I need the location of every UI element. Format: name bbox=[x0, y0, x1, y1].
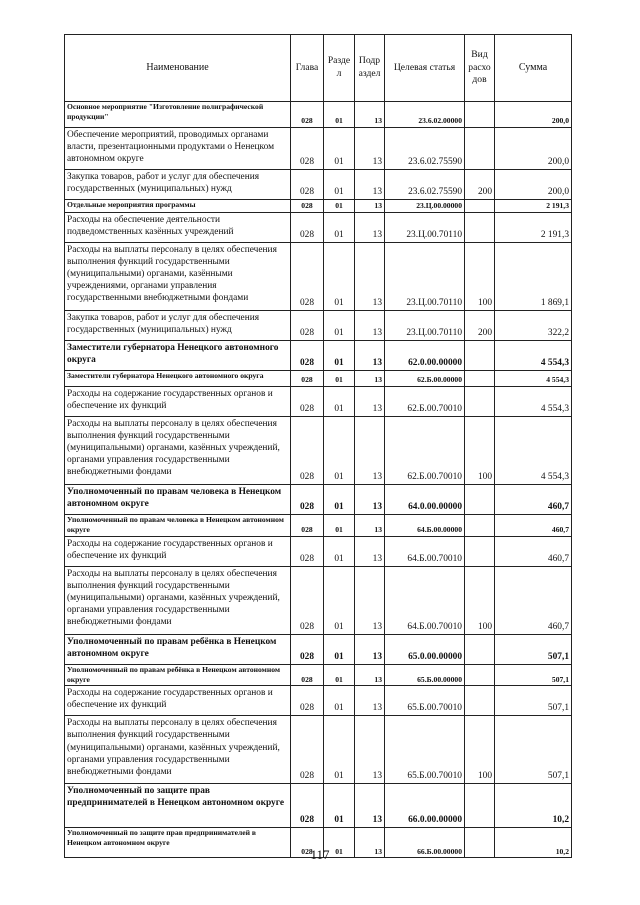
row-glava: 028 bbox=[291, 716, 324, 784]
row-razdel: 01 bbox=[324, 170, 355, 200]
row-vid: 100 bbox=[465, 716, 495, 784]
row-razdel: 01 bbox=[324, 485, 355, 515]
row-razdel: 01 bbox=[324, 371, 355, 387]
table-row bbox=[65, 536, 572, 566]
row-glava: 028 bbox=[291, 200, 324, 213]
row-summa: 10,2 bbox=[495, 784, 572, 828]
row-statya: 64.Б.00.70010 bbox=[385, 566, 465, 634]
row-summa: 1 869,1 bbox=[495, 243, 572, 311]
row-glava: 028 bbox=[291, 515, 324, 537]
row-statya: 64.Б.00.70010 bbox=[385, 536, 465, 566]
row-name: Закупка товаров, работ и услуг для обеспечения государственных (муниципальных) нужд bbox=[65, 170, 291, 200]
row-podrazdel: 13 bbox=[355, 485, 385, 515]
row-summa: 460,7 bbox=[495, 566, 572, 634]
row-vid: 200 bbox=[465, 311, 495, 341]
row-podrazdel: 13 bbox=[355, 128, 385, 170]
row-podrazdel: 13 bbox=[355, 311, 385, 341]
row-glava: 028 bbox=[291, 341, 324, 371]
row-glava: 028 bbox=[291, 387, 324, 417]
row-summa: 200,0 bbox=[495, 102, 572, 128]
row-vid bbox=[465, 341, 495, 371]
row-name: Расходы на обеспечение деятельности подведомственных казённых учреждений bbox=[65, 213, 291, 243]
page-number: 117 bbox=[310, 847, 330, 862]
row-vid bbox=[465, 536, 495, 566]
table-row bbox=[65, 243, 572, 311]
row-summa: 4 554,3 bbox=[495, 341, 572, 371]
header-razdel: Разде л bbox=[324, 35, 355, 102]
row-razdel: 01 bbox=[324, 213, 355, 243]
row-podrazdel: 13 bbox=[355, 828, 385, 858]
budget-table bbox=[64, 34, 572, 858]
table-row bbox=[65, 634, 572, 664]
row-summa: 460,7 bbox=[495, 485, 572, 515]
row-razdel: 01 bbox=[324, 311, 355, 341]
header-vid: Вид расхо дов bbox=[465, 35, 495, 102]
row-razdel: 01 bbox=[324, 200, 355, 213]
row-razdel: 01 bbox=[324, 716, 355, 784]
row-podrazdel: 13 bbox=[355, 341, 385, 371]
row-statya: 23.Ц.00.70110 bbox=[385, 213, 465, 243]
row-glava: 028 bbox=[291, 686, 324, 716]
table-body bbox=[65, 102, 572, 858]
row-vid bbox=[465, 102, 495, 128]
row-statya: 62.Б.00.70010 bbox=[385, 417, 465, 485]
row-name: Отдельные мероприятия программы bbox=[65, 200, 291, 213]
row-podrazdel: 13 bbox=[355, 170, 385, 200]
row-glava: 028 bbox=[291, 634, 324, 664]
row-name: Уполномоченный по правам ребёнка в Ненецком автономном округе bbox=[65, 664, 291, 686]
row-vid: 200 bbox=[465, 170, 495, 200]
row-name: Уполномоченный по правам человека в Ненецком автономном округе bbox=[65, 485, 291, 515]
row-podrazdel: 13 bbox=[355, 243, 385, 311]
row-statya: 62.Б.00.00000 bbox=[385, 371, 465, 387]
row-summa: 507,1 bbox=[495, 634, 572, 664]
row-vid bbox=[465, 200, 495, 213]
row-razdel: 01 bbox=[324, 664, 355, 686]
row-razdel: 01 bbox=[324, 784, 355, 828]
row-podrazdel: 13 bbox=[355, 102, 385, 128]
row-podrazdel: 13 bbox=[355, 387, 385, 417]
row-name: Уполномоченный по защите прав предпринимателей в Ненецком автономном округе bbox=[65, 784, 291, 828]
row-vid bbox=[465, 213, 495, 243]
row-vid: 100 bbox=[465, 417, 495, 485]
row-summa: 507,1 bbox=[495, 664, 572, 686]
row-statya: 62.0.00.00000 bbox=[385, 341, 465, 371]
row-statya: 62.Б.00.70010 bbox=[385, 387, 465, 417]
row-razdel: 01 bbox=[324, 536, 355, 566]
table-row bbox=[65, 170, 572, 200]
table-row bbox=[65, 387, 572, 417]
row-vid bbox=[465, 664, 495, 686]
row-vid bbox=[465, 515, 495, 537]
row-vid bbox=[465, 485, 495, 515]
row-statya: 64.Б.00.00000 bbox=[385, 515, 465, 537]
row-name: Уполномоченный по защите прав предпринимателей в Ненецком автономном округе bbox=[65, 828, 291, 858]
row-razdel: 01 bbox=[324, 566, 355, 634]
table-row bbox=[65, 716, 572, 784]
row-razdel: 01 bbox=[324, 686, 355, 716]
row-summa: 507,1 bbox=[495, 686, 572, 716]
row-statya: 23.Ц.00.70110 bbox=[385, 243, 465, 311]
row-summa: 460,7 bbox=[495, 515, 572, 537]
row-statya: 65.Б.00.00000 bbox=[385, 664, 465, 686]
row-summa: 2 191,3 bbox=[495, 213, 572, 243]
row-statya: 23.6.02.75590 bbox=[385, 128, 465, 170]
row-glava: 028 bbox=[291, 170, 324, 200]
row-podrazdel: 13 bbox=[355, 200, 385, 213]
row-podrazdel: 13 bbox=[355, 634, 385, 664]
row-podrazdel: 13 bbox=[355, 417, 385, 485]
row-glava: 028 bbox=[291, 417, 324, 485]
table-row bbox=[65, 128, 572, 170]
row-statya: 23.Ц.00.00000 bbox=[385, 200, 465, 213]
row-razdel: 01 bbox=[324, 417, 355, 485]
table-row bbox=[65, 213, 572, 243]
table-row bbox=[65, 200, 572, 213]
table-row bbox=[65, 784, 572, 828]
row-podrazdel: 13 bbox=[355, 716, 385, 784]
row-podrazdel: 13 bbox=[355, 515, 385, 537]
table-row bbox=[65, 417, 572, 485]
row-podrazdel: 13 bbox=[355, 686, 385, 716]
row-name: Расходы на выплаты персоналу в целях обеспечения выполнения функций государственными (муниципальными) органами, казённых учреждений, органами управления государственными внебюджетными фондами bbox=[65, 566, 291, 634]
row-summa: 200,0 bbox=[495, 170, 572, 200]
row-razdel: 01 bbox=[324, 828, 355, 858]
row-summa: 10,2 bbox=[495, 828, 572, 858]
row-razdel: 01 bbox=[324, 515, 355, 537]
row-vid: 100 bbox=[465, 566, 495, 634]
table-row bbox=[65, 515, 572, 537]
row-statya: 65.Б.00.70010 bbox=[385, 716, 465, 784]
row-summa: 322,2 bbox=[495, 311, 572, 341]
row-summa: 507,1 bbox=[495, 716, 572, 784]
row-name: Расходы на выплаты персоналу в целях обеспечения выполнения функций государственными (муниципальными) органами, казённых учреждений, органами управления государственными внебюджетными фондами bbox=[65, 417, 291, 485]
header-statya: Целевая статья bbox=[385, 35, 465, 102]
row-vid bbox=[465, 387, 495, 417]
table-row bbox=[65, 566, 572, 634]
row-name: Расходы на выплаты персоналу в целях обеспечения выполнения функций государственными (муниципальными) органами, казёнными учреждениями, органами управления государственными внебюджетными фондами bbox=[65, 243, 291, 311]
row-summa: 4 554,3 bbox=[495, 371, 572, 387]
row-razdel: 01 bbox=[324, 341, 355, 371]
row-glava: 028 bbox=[291, 243, 324, 311]
row-vid bbox=[465, 371, 495, 387]
row-name: Расходы на содержание государственных органов и обеспечение их функций bbox=[65, 686, 291, 716]
row-statya: 66.0.00.00000 bbox=[385, 784, 465, 828]
row-vid bbox=[465, 686, 495, 716]
row-glava: 028 bbox=[291, 536, 324, 566]
header-glava: Глава bbox=[291, 35, 324, 102]
row-statya: 23.6.02.75590 bbox=[385, 170, 465, 200]
row-statya: 66.Б.00.00000 bbox=[385, 828, 465, 858]
row-summa: 200,0 bbox=[495, 128, 572, 170]
row-vid: 100 bbox=[465, 243, 495, 311]
row-podrazdel: 13 bbox=[355, 664, 385, 686]
row-statya: 65.Б.00.70010 bbox=[385, 686, 465, 716]
row-vid bbox=[465, 128, 495, 170]
row-glava: 028 bbox=[291, 784, 324, 828]
row-podrazdel: 13 bbox=[355, 213, 385, 243]
row-glava: 028 bbox=[291, 102, 324, 128]
table-row bbox=[65, 102, 572, 128]
table-row bbox=[65, 371, 572, 387]
table-row bbox=[65, 311, 572, 341]
row-glava: 028 bbox=[291, 311, 324, 341]
row-glava: 028 bbox=[291, 828, 324, 858]
row-podrazdel: 13 bbox=[355, 566, 385, 634]
row-podrazdel: 13 bbox=[355, 784, 385, 828]
header-summa: Сумма bbox=[495, 35, 572, 102]
row-summa: 2 191,3 bbox=[495, 200, 572, 213]
table-row bbox=[65, 341, 572, 371]
row-glava: 028 bbox=[291, 566, 324, 634]
row-name: Обеспечение мероприятий, проводимых органами власти, презентационными продуктами о Ненецком автономном округе bbox=[65, 128, 291, 170]
row-glava: 028 bbox=[291, 213, 324, 243]
row-razdel: 01 bbox=[324, 634, 355, 664]
row-summa: 4 554,3 bbox=[495, 417, 572, 485]
row-name: Заместители губернатора Ненецкого автономного округа bbox=[65, 341, 291, 371]
row-name: Закупка товаров, работ и услуг для обеспечения государственных (муниципальных) нужд bbox=[65, 311, 291, 341]
row-razdel: 01 bbox=[324, 243, 355, 311]
row-statya: 23.6.02.00000 bbox=[385, 102, 465, 128]
row-glava: 028 bbox=[291, 371, 324, 387]
row-statya: 23.Ц.00.70110 bbox=[385, 311, 465, 341]
header-name: Наименование bbox=[65, 35, 291, 102]
table-header-row bbox=[65, 35, 572, 102]
row-statya: 65.0.00.00000 bbox=[385, 634, 465, 664]
row-name: Расходы на выплаты персоналу в целях обеспечения выполнения функций государственными (муниципальными) органами, казённых учреждений, органами управления государственными внебюджетными фондами bbox=[65, 716, 291, 784]
header-podrazdel: Подр аздел bbox=[355, 35, 385, 102]
row-vid bbox=[465, 634, 495, 664]
row-glava: 028 bbox=[291, 128, 324, 170]
row-statya: 64.0.00.00000 bbox=[385, 485, 465, 515]
row-name: Уполномоченный по правам ребёнка в Ненецком автономном округе bbox=[65, 634, 291, 664]
row-glava: 028 bbox=[291, 485, 324, 515]
table-row bbox=[65, 664, 572, 686]
row-podrazdel: 13 bbox=[355, 536, 385, 566]
row-name: Уполномоченный по правам человека в Ненецком автономном округе bbox=[65, 515, 291, 537]
table-row bbox=[65, 485, 572, 515]
row-razdel: 01 bbox=[324, 102, 355, 128]
row-razdel: 01 bbox=[324, 128, 355, 170]
row-glava: 028 bbox=[291, 664, 324, 686]
row-vid bbox=[465, 784, 495, 828]
row-name: Расходы на содержание государственных органов и обеспечение их функций bbox=[65, 536, 291, 566]
row-summa: 460,7 bbox=[495, 536, 572, 566]
table-row bbox=[65, 686, 572, 716]
row-podrazdel: 13 bbox=[355, 371, 385, 387]
row-name: Основное мероприятие "Изготовление полиграфической продукции" bbox=[65, 102, 291, 128]
row-name: Расходы на содержание государственных органов и обеспечение их функций bbox=[65, 387, 291, 417]
row-razdel: 01 bbox=[324, 387, 355, 417]
row-name: Заместители губернатора Ненецкого автономного округа bbox=[65, 371, 291, 387]
row-summa: 4 554,3 bbox=[495, 387, 572, 417]
